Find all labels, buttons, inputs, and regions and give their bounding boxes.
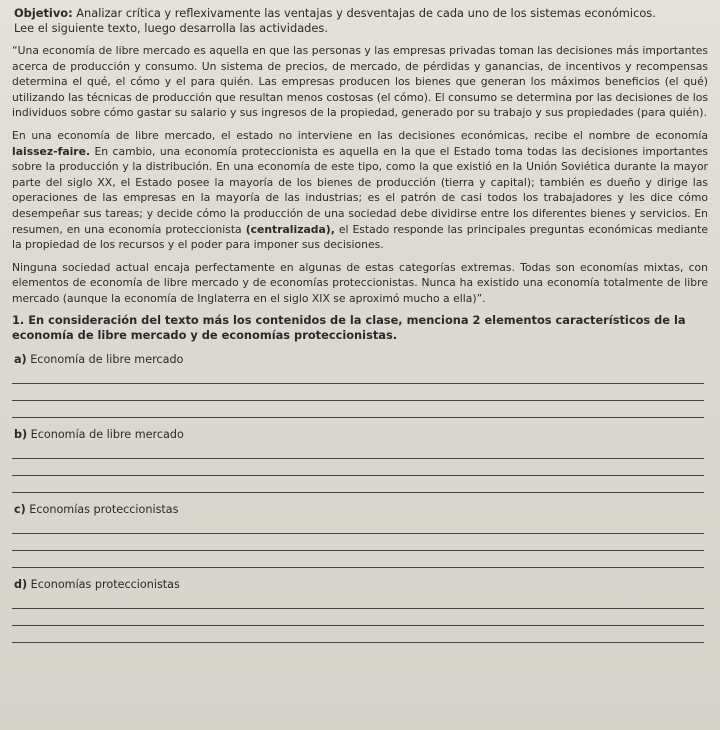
paragraph2-part2: En cambio, una economía proteccionista es aquella en la que el Estado toma todas las decisiones importantes sobre la producción y la distribución. En una economía de este tipo, como la que existió en la Unión Soviética durante la mayor parte del siglo XX, el Estado posee la mayoría de los bienes de producción (tierra y capital); también es dueño y dirige las operaciones de las empresas en la mayoría de las industrias; es el patrón de casi todos los trabajadores y les dice cómo desempeñar sus tareas; y decide cómo la producción de una sociedad debe dividirse entre los diferentes bienes y servicios. En resumen, en una economía proteccionista — [12, 144, 708, 236]
answer-line[interactable] — [12, 592, 704, 609]
item-letter: a) — [14, 352, 27, 366]
objective-line — [14, 6, 708, 21]
item-letter: d) — [14, 577, 28, 591]
answer-line[interactable] — [12, 609, 704, 626]
paragraph2-part1: En una economía de libre mercado, el estado no interviene en las decisiones económicas, recibe el nombre de economía — [12, 128, 708, 142]
answer-item-a — [12, 353, 708, 418]
answer-line[interactable] — [12, 442, 704, 459]
paragraph2-bold-centralizada: (centralizada), — [245, 222, 335, 236]
item-text: Economía de libre mercado — [26, 352, 184, 366]
answer-line[interactable] — [12, 367, 704, 384]
paragraph-protectionist — [12, 128, 708, 253]
question-1: 1. En consideración del texto más los contenidos de la clase, menciona 2 elementos característicos de la economía de libre mercado y de economías proteccionistas. — [12, 312, 686, 342]
answer-item-c — [12, 503, 708, 568]
answer-line[interactable] — [12, 517, 704, 534]
item-text: Economía de libre mercado — [27, 427, 184, 441]
answer-line[interactable] — [12, 551, 704, 568]
paragraph-free-market: “Una economía de libre mercado es aquella en que las personas y las empresas privadas toman las decisiones más importantes acerca de producción y consumo. Un sistema de precios, de mercado, de pérdidas y ganancias, de incentivos y recompensas determina el qué, el cómo y el para quién. Las empresas producen los bienes que generan los máximos beneficios (el qué) utilizando las técnicas de producción que resultan menos costosas (el cómo). El consumo se determina por las decisiones de los individuos sobre cómo gastar su salario y sus ingresos de la propiedad, generado por su trabajo y sus propiedades (para quién). — [12, 44, 708, 120]
answer-line[interactable] — [12, 384, 704, 401]
answer-item-label — [14, 503, 708, 517]
answer-line[interactable] — [12, 534, 704, 551]
item-letter: b) — [14, 427, 28, 441]
answer-item-d — [12, 578, 708, 643]
answer-item-label — [14, 353, 708, 367]
answer-line[interactable] — [12, 459, 704, 476]
item-text: Economías proteccionistas — [27, 577, 180, 591]
answer-item-label — [14, 428, 708, 442]
paragraph2-part3: el Estado responde las principales preguntas económicas mediante la propiedad de los recursos y el poder para imponer sus decisiones. — [12, 222, 709, 252]
answer-item-label — [14, 578, 708, 592]
paragraph2-bold-laissez-faire: laissez-faire. — [12, 144, 91, 158]
answer-line[interactable] — [12, 626, 704, 643]
objective-label: Objetivo: — [14, 6, 73, 20]
paragraph-mixed-economies: Ninguna sociedad actual encaja perfectamente en algunas de estas categorías extremas. Todas son economías mixtas, con elementos de economía de libre mercado y de economías proteccionistas. Nunca ha existido una economía totalmente de libre mercado (aunque la economía de Inglaterra en el siglo XIX se aproximó mucho a ella)”. — [12, 260, 708, 305]
answer-item-b — [12, 428, 708, 493]
answer-line[interactable] — [12, 401, 704, 418]
item-letter: c) — [14, 502, 26, 516]
instruction-line: Lee el siguiente texto, luego desarrolla las actividades. — [14, 21, 328, 35]
answer-line[interactable] — [12, 476, 704, 493]
item-text: Economías proteccionistas — [25, 502, 179, 516]
objective-text: Analizar crítica y reflexivamente las ventajas y desventajas de cada uno de los sistemas económicos. — [72, 6, 656, 20]
